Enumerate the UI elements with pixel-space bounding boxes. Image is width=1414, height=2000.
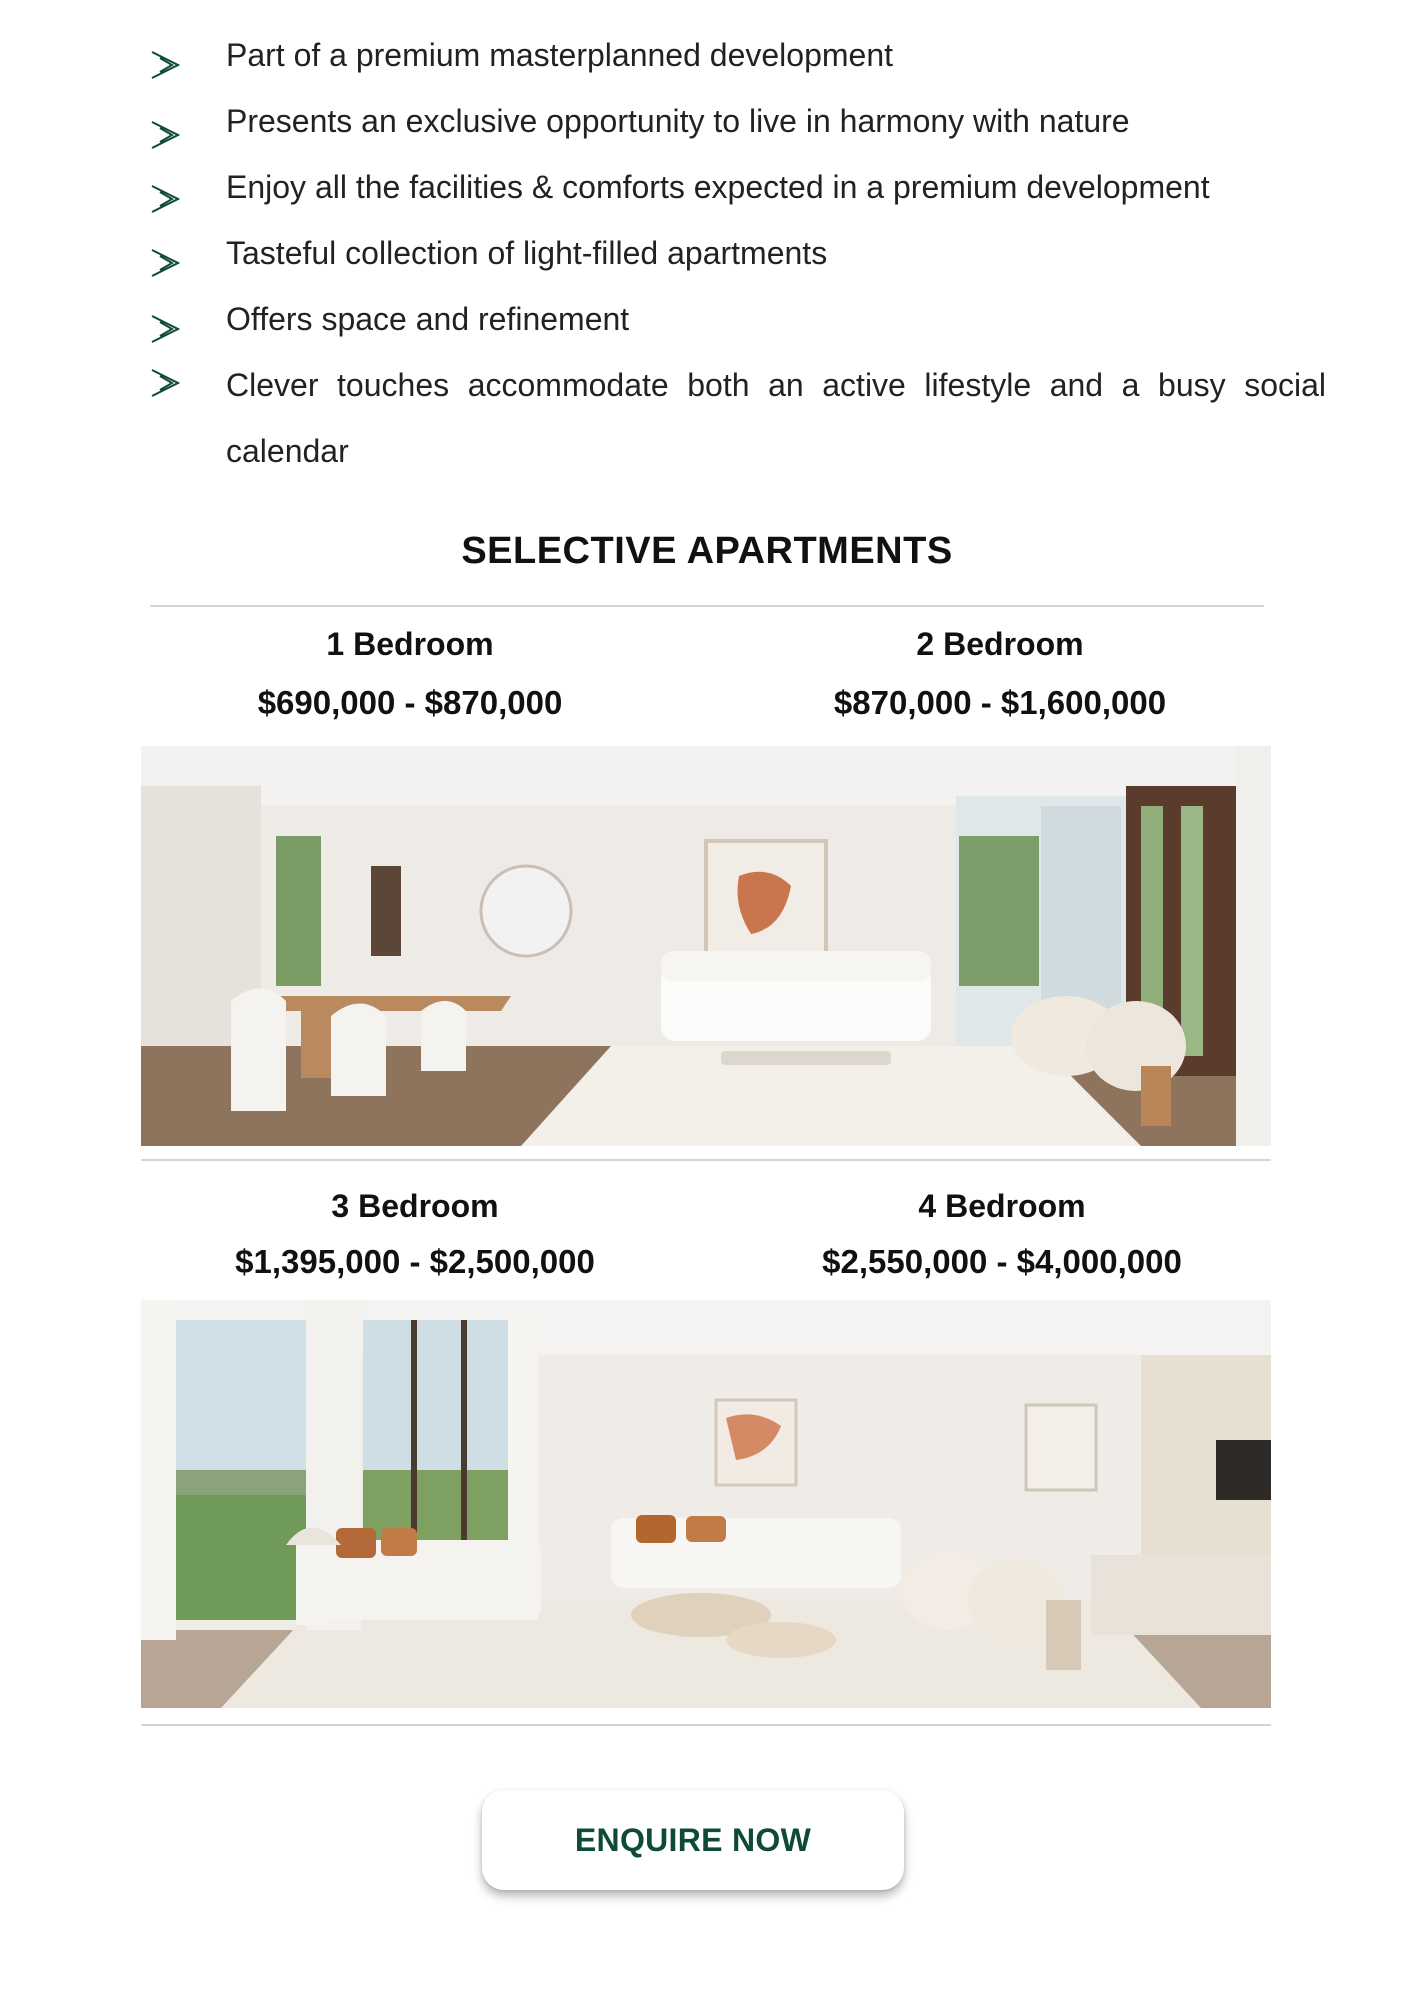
divider [150,605,1264,607]
divider [141,1724,1271,1726]
unit-bedroom-label: 2 Bedroom [916,626,1084,662]
chevron-arrow-icon [150,184,180,214]
unit-price: $1,395,000 - $2,500,000 [235,1243,595,1280]
divider [141,1159,1271,1161]
chevron-arrow-icon [150,120,180,150]
unit-price: $690,000 - $870,000 [257,684,563,721]
unit-bedroom-label: 4 Bedroom [918,1188,1086,1224]
feature-text: Part of a premium masterplanned development [226,37,894,73]
unit-bedroom-label: 3 Bedroom [331,1188,499,1224]
unit-price: $870,000 - $1,600,000 [833,684,1167,721]
feature-text: Tasteful collection of light-filled apartments [226,235,828,271]
feature-text: Offers space and refinement [226,301,630,337]
section-title: SELECTIVE APARTMENTS [461,530,953,572]
chevron-arrow-icon [150,50,180,80]
chevron-arrow-icon [150,248,180,278]
enquire-now-button[interactable]: ENQUIRE NOW [482,1790,904,1890]
chevron-arrow-icon [150,314,180,344]
unit-bedroom-label: 1 Bedroom [326,626,494,662]
feature-text: Enjoy all the facilities & comforts expected in a premium development [226,169,1210,205]
apartment-photo-living-dining [141,746,1271,1146]
apartment-photo-lounge-kitchen [141,1300,1271,1708]
feature-text: Clever touches accommodate both an active lifestyle and a busy social calendar [226,367,1326,469]
unit-price: $2,550,000 - $4,000,000 [822,1243,1182,1280]
chevron-arrow-icon [150,368,180,398]
feature-text: Presents an exclusive opportunity to live in harmony with nature [226,103,1130,139]
